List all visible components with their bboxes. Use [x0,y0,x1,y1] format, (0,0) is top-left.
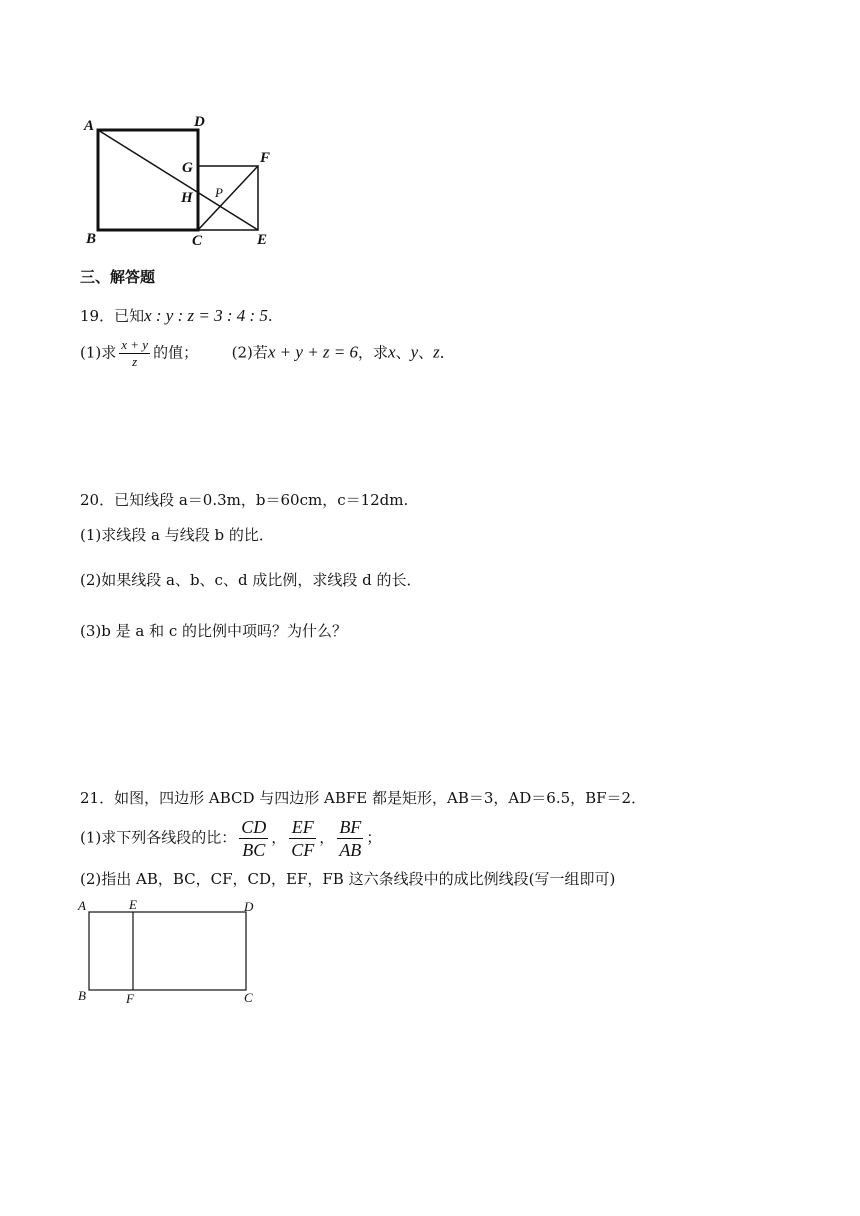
label-f: F [260,150,271,166]
q21-sep1: ， [271,828,287,847]
label-h: H [181,190,193,206]
q19-p2-mid: ，求 [358,343,389,362]
q19-stem-end: . [267,307,273,325]
q19-p1-prefix: (1)求 [80,343,117,362]
fig2-label-d: D [244,899,254,914]
label-e: E [257,232,268,248]
fig2-label-f: F [126,991,134,1006]
q21-f3-numerator: BF [339,817,362,837]
q19-parts [80,337,455,370]
label-d: D [194,114,205,130]
q21-p1-end: ； [366,828,382,847]
q21-f1-numerator: CD [241,817,267,837]
q20-part1: (1)求线段 a 与线段 b 的比． [80,526,274,544]
q19-fraction-denominator: z [132,354,138,369]
segment-ae [98,130,258,230]
q21-stem: 21．如图，四边形 ABCD 与四边形 ABFE 都是矩形，AB＝3，AD＝6.5，BF＝2． [80,789,647,807]
fig2-label-e: E [129,897,137,912]
q19-var-x: x [388,342,396,362]
q19-var-z: z [433,342,440,362]
q19-var-y: y [410,342,419,362]
fig2-label-b: B [78,988,86,1003]
q19-sep2: 、 [418,343,434,362]
section-heading: 三、解答题 [80,268,156,286]
q19-sep1: 、 [395,343,411,362]
label-b: B [86,231,97,247]
q19-p1-suffix: 的值； [153,343,199,362]
label-c: C [192,233,203,249]
q21-f1-denominator: BC [242,840,266,860]
q19-p2-end: ． [439,343,455,362]
q21-fraction-ef-cf [289,816,316,861]
q19-p2-equation: x + y + z = 6 [267,342,359,362]
label-g: G [182,160,193,176]
square-abcd [98,130,198,230]
rectangle-abcd [89,912,246,990]
q19-p2-prefix: (2)若 [231,343,268,362]
q19-fraction [119,337,150,370]
q19-fraction-numerator: x + y [121,337,149,352]
q21-fraction-bf-ab [337,816,363,861]
q21-part1 [80,816,381,861]
label-p: P [215,185,223,200]
q21-f3-denominator: AB [339,840,362,860]
q21-f2-denominator: CF [291,840,315,860]
figure-1-diagram [76,108,286,252]
fig2-label-c: C [244,990,253,1005]
q19-ratio: x : y : z = 3 : 4 : 5 [144,306,268,325]
q19-stem [80,305,273,326]
label-a: A [84,118,95,134]
q20-part3: (3)b 是 a 和 c 的比例中项吗？为什么？ [80,622,348,640]
q21-f2-numerator: EF [289,816,316,839]
q21-p1-prefix: (1)求下列各线段的比： [80,828,237,847]
q21-part2: (2)指出 AB，BC，CF，CD，EF，FB 这六条线段中的成比例线段(写一组即可) [80,870,616,888]
q21-sep2: ， [319,828,335,847]
q20-part2: (2)如果线段 a、b、c、d 成比例，求线段 d 的长． [80,571,422,589]
figure-2-diagram [76,896,262,1008]
fig2-label-a: A [78,898,86,913]
q19-stem-prefix: 19．已知 [80,307,145,325]
q21-fraction-cd-bc [239,816,268,861]
q20-stem: 20．已知线段 a＝0.3m，b＝60cm，c＝12dm. [80,491,409,509]
